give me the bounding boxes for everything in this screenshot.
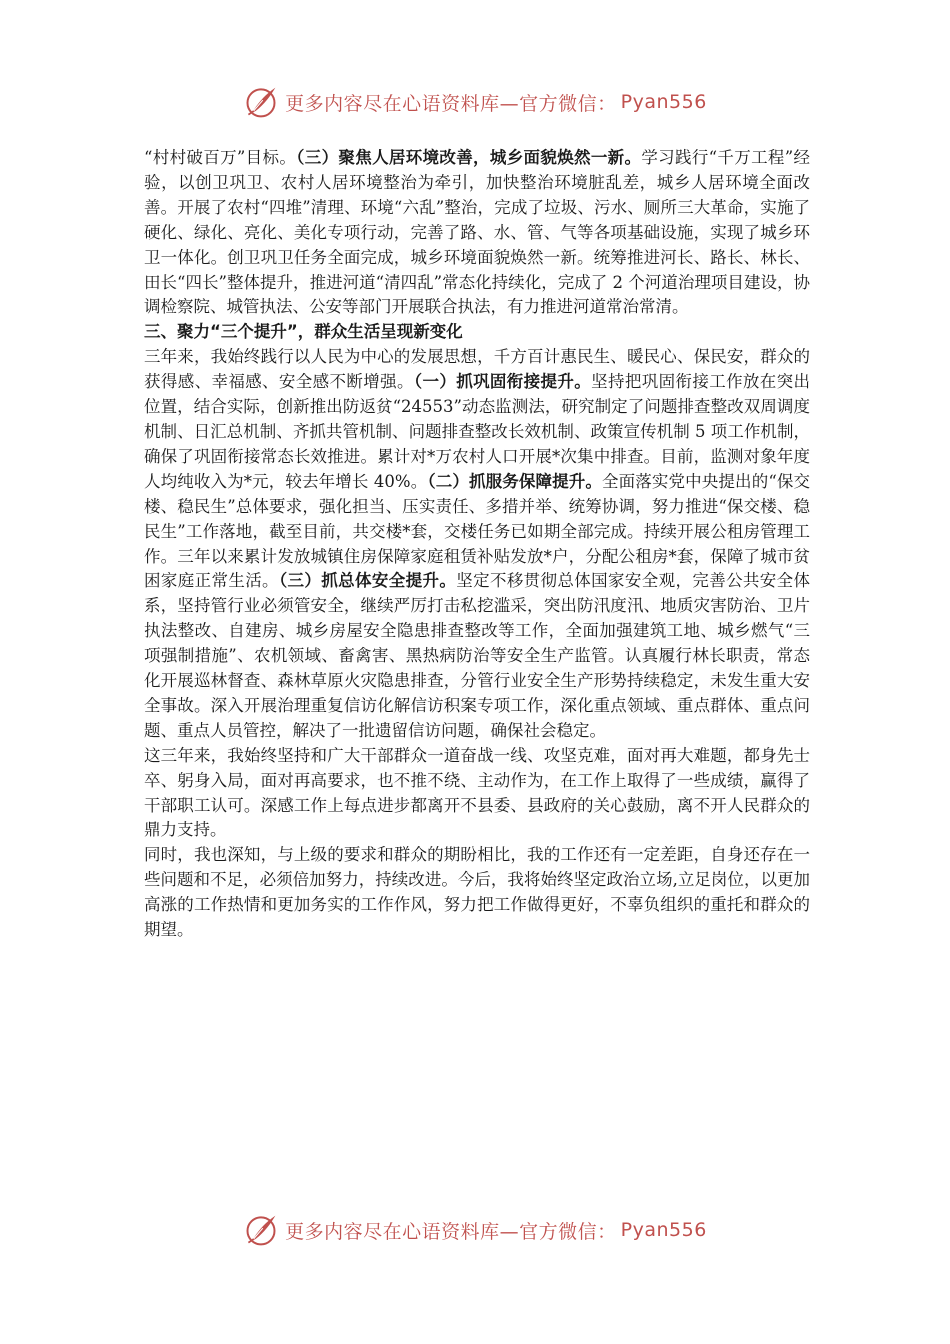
subheading-consolidation: （一）抓巩固衔接提升。 [413, 372, 592, 392]
section-heading: 三、聚力“三个提升”，群众生活呈现新变化 [144, 322, 463, 342]
paragraph-text: 全面落实党中央提出的“保交楼、稳民生”总体要求，强化担当、压实责任、多措并举、统筹协调，努力推进“保交楼、稳民生”工作落地，截至目前，共交楼*套，交楼任务已如期全部完成。持续开展公租房管理工作。三年以来累计发放城镇住房保障家庭租赁补贴发放*户，分配公租房*套，保障了城市贫困家庭正常生活。 [144, 471, 811, 591]
feather-pen-logo-icon [243, 84, 279, 120]
paragraph-text: “村村破百万”目标。 [144, 148, 297, 167]
paragraph-text: 学习践行“千万工程”经验，以创卫巩卫、农村人居环境整治为牵引，加快整治环境脏乱差，城乡人居环境全面改善。开展了农村“四堆”清理、环境“六乱”整治，完成了垃圾、污水、厕所三大革命，实施了硬化、绿化、亮化、美化专项行动，完善了路、水、管、气等各项基础设施，实现了城乡环卫一体化。创卫巩卫任务全面完成，城乡环境面貌焕然一新。统筹推进河长、路长、林长、田长“四长”整体提升，推进河道“清四乱”常态化持续化，完成了 2 个河道治理项目建设，协调检察院、城管执法、公安等部门开展联合执法，有力推进河道常治常清。 [144, 148, 811, 317]
watermark-wechat-id: Pyan556 [620, 91, 707, 113]
paragraph-text: 三年来，我始终践行以人民为中心的发展思想，千方百计惠民生、暖民心、保民安，群众的获得感、幸福感、安全感不断增强。 [144, 347, 810, 392]
watermark-text: 更多内容尽在心语资料库—官方微信： [285, 92, 617, 115]
document-body [144, 146, 810, 943]
paragraph-environment [144, 146, 810, 320]
paragraph-summary: 这三年来，我始终坚持和广大干部群众一道奋战一线、攻坚克难，面对再大难题，都身先士卒、躬身入局，面对再高要求，也不推不绕、主动作为，在工作上取得了一些成绩，赢得了干部职工认可。深感工作上每点进步都离开不县委、县政府的关心鼓励，离不开人民群众的鼎力支持。 [144, 745, 810, 840]
subheading-environment: （三）聚焦人居环境改善，城乡面貌焕然一新。 [296, 148, 642, 167]
footer-watermark [0, 1210, 950, 1250]
watermark-wechat-id: Pyan556 [620, 1219, 707, 1241]
paragraph-text: 坚持把巩固衔接工作放在突出位置，结合实际，创新推出防返贫“24553”动态监测法，研究制定了问题排查整改双周调度机制、日汇总机制、齐抓共管机制、问题排查整改长效机制、政策宣传机制 5 项工作机制，确保了巩固衔接常态长效推进。累计对*万农村人口开展*次集中排查。目前，监测对象年度人均纯收入为*元，较去年增长 40%。 [144, 372, 811, 491]
watermark-text: 更多内容尽在心语资料库—官方微信： [285, 1220, 617, 1243]
subheading-safety: （三）抓总体安全提升。 [278, 571, 457, 591]
feather-pen-logo-icon [243, 1212, 279, 1248]
paragraph-text: 坚定不移贯彻总体国家安全观，完善公共安全体系，坚持管行业必须管安全，继续严厉打击私挖滥采，突出防汛度汛、地质灾害防治、卫片执法整改、自建房、城乡房屋安全隐患排查整改等工作，全面加强建筑工地、城乡燃气“三项强制措施”、农机领域、畜禽害、黑热病防治等安全生产监管。认真履行林长职责，常态化开展巡林督查、森林草原火灾隐患排查，分管行业安全生产形势持续稳定，未发生重大安全事故。深入开展治理重复信访化解信访积案专项工作，深化重点领域、重点群体、重点问题、重点人员管控，解决了一批遗留信访问题，确保社会稳定。 [144, 571, 811, 740]
paragraph-livelihood [144, 345, 810, 744]
paragraph-outlook: 同时，我也深知，与上级的要求和群众的期盼相比，我的工作还有一定差距，自身还存在一些问题和不足，必须倍加努力，持续改进。今后，我将始终坚定政治立场,立足岗位，以更加高涨的工作热情和更加务实的工作作风，努力把工作做得更好，不辜负组织的重托和群众的期望。 [144, 845, 810, 940]
subheading-service: （二）抓服务保障提升。 [427, 471, 603, 491]
header-watermark [0, 82, 950, 122]
